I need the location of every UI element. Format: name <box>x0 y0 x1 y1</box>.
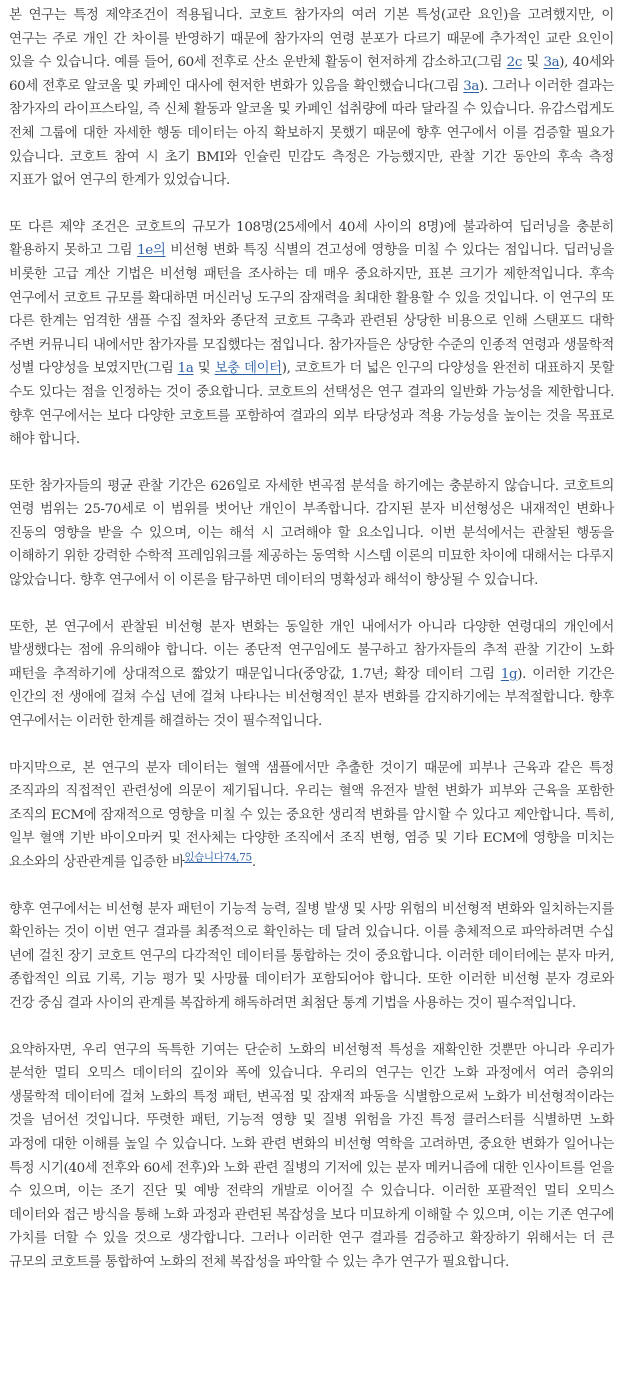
paragraph-text: 마지막으로, 본 연구의 분자 데이터는 혈액 샘플에서만 추출한 것이기 때문에 피부나 근육과 같은 특정 조직과의 직접적인 관련성에 의문이 제기됩니다. 우리는 혈액 유전자 발현 변화가 피부와 근육을 포함한 조직의 ECM에 잠재적으로 영향을 미칠 수 있는 중요한 생리적 변화를 암시할 수 있다고 제안합니다. 특히, 일부 혈액 기반 바이오마커 및 전사체는 다양한 조직에서 조직 변형, 염증 및 기타 ECM에 영향을 미치는 요소와의 상관관계를 입증한 바 <box>9 760 614 870</box>
paragraph-text: 비선형 변화 특징 식별의 견고성에 영향을 미칠 수 있다는 점입니다. 딥러닝을 비롯한 고급 계산 기법은 비선형 패턴을 조사하는 데 매우 중요하지만, 표본 크기가 제한적입니다. 후속 연구에서 코호트 규모를 확대하면 머신러닝 도구의 잠재력을 최대한 활용할 수 있을 것입니다. 이 연구의 또 다른 한계는 엄격한 샘플 수집 절차와 종단적 코호트 구축과 관련된 상당한 비용으로 인해 스탠포드 대학 주변 커뮤니티 내에서만 참가자를 모집했다는 점입니다. 참가자들은 상당한 수준의 인종적 연령과 생물학적 성별 다양성을 보였지만(그림 <box>9 243 614 377</box>
paragraph-7 <box>9 1039 614 1275</box>
paragraph-3 <box>9 475 614 593</box>
figure-reference-link[interactable]: 3a <box>463 78 480 94</box>
figure-reference-link[interactable]: 3a <box>543 55 560 71</box>
paragraph-text: 또한 참가자들의 평균 관찰 기간은 626일로 자세한 변곡점 분석을 하기에는 충분하지 않습니다. 코호트의 연령 범위는 25-70세로 이 범위를 벗어난 개인이 부족합니다. 감지된 분자 비선형성은 내재적인 변화나 진동의 영향을 받을 수 있으며, 이는 해석 시 고려해야 할 요소입니다. 이번 분석에서는 관찰된 행동을 이해하기 위한 강력한 수학적 프레임워크를 제공하는 동역학 시스템 이론의 미묘한 차이에 대해서는 다루지 않았습니다. 향후 연구에서 이 이론을 탐구하면 데이터의 명확성과 해석이 향상될 수 있습니다. <box>9 478 614 589</box>
paragraph-6 <box>9 898 614 1016</box>
paragraph-text: . <box>251 855 256 870</box>
paragraph-text: ). 이러한 기간은 인간의 전 생애에 걸쳐 수십 년에 걸쳐 나타나는 비선형적인 분자 변화를 감지하기에는 부적절합니다. 향후 연구에서는 이러한 한계를 해결하는 것이 필수적입니다. <box>9 666 615 730</box>
citation-link[interactable]: 있습니다74,75 <box>184 851 252 864</box>
figure-reference-link[interactable]: 1e의 <box>137 243 166 259</box>
paragraph-text: 또 다른 제약 조건은 코호트의 규모가 108명(25세에서 40세 사이의 8명)에 불과하여 딥러닝을 충분히 활용하지 못하고 그림 <box>9 219 614 259</box>
paragraph-text: ), 코호트가 더 넓은 인구의 다양성을 완전히 대표하지 못할 수도 있다는 점을 인정하는 것이 중요합니다. 코호트의 선택성은 연구 결과의 일반화 가능성을 제한합니다. 향후 연구에서는 보다 다양한 코호트를 포함하여 결과의 외부 타당성과 적용 가능성을 높이는 것을 목표로 해야 합니다. <box>9 361 614 448</box>
paragraph-5 <box>9 757 614 875</box>
paragraph-text: 및 <box>521 55 544 71</box>
paragraph-text: 요약하자면, 우리 연구의 독특한 기여는 단순히 노화의 비선형적 특성을 재확인한 것뿐만 아니라 우리가 분석한 멀티 오믹스 데이터의 깊이와 폭에 있습니다. 우리의 연구는 인간 노화 과정에서 여러 층위의 생물학적 데이터에 걸쳐 노화의 특정 패턴, 변곡점 및 잠재적 파동을 식별함으로써 노화가 비선형적이라는 것을 넘어선 것입니다. 뚜렷한 패턴, 기능적 영향 및 질병 위험을 가진 특정 클러스터를 식별하면 노화 과정에 대한 이해를 높일 수 있습니다. 노화 관련 변화의 비선형 역학을 고려하면, 중요한 변화가 일어나는 특정 시기(40세 전후와 60세 전후)와 노화 관련 질병의 기저에 있는 분자 메커니즘에 대한 인사이트를 얻을 수 있으며, 이는 조기 진단 및 예방 전략의 개발로 이어질 수 있습니다. 이러한 포괄적인 멀티 오믹스 데이터와 접근 방식을 통해 노화 과정과 관련된 복잡성을 보다 미묘하게 이해할 수 있으며, 이는 기존 연구에 가치를 더할 수 있을 것으로 생각합니다. 그러나 이러한 연구 결과를 검증하고 확장하기 위해서는 더 큰 규모의 코호트를 통합하여 노화의 전체 복잡성을 파악할 수 있는 추가 연구가 필요합니다. <box>9 1042 614 1270</box>
paragraph-text: 및 <box>193 361 215 377</box>
paragraph-text: ), 40세와 60세 전후로 알코올 및 카페인 대사에 현저한 변화가 있음을 확인했습니다(그림 <box>9 55 615 94</box>
paragraph-2 <box>9 216 614 452</box>
paragraph-1 <box>9 4 614 193</box>
paragraph-text: ). 그러나 이러한 결과는 참가자의 라이프스타일, 즉 신체 활동과 알코올 및 카페인 섭취량에 따라 달라질 수 있습니다. 유감스럽게도 전체 그룹에 대한 자세한 행동 데이터는 아직 확보하지 못했기 때문에 향후 연구에서 이를 검증할 필요가 있습니다. 코호트 참여 시 초기 BMI와 인슐린 민감도 측정은 가능했지만, 관찰 기간 동안의 후속 측정 지표가 없어 연구의 한계가 있었습니다. <box>9 78 614 189</box>
paragraph-text: 본 연구는 특정 제약조건이 적용됩니다. 코호트 참가자의 여러 기본 특성(교란 요인)을 고려했지만, 이 연구는 주로 개인 간 차이를 반영하기 때문에 참가자의 연령 분포가 다르기 때문에 추가적인 교란 요인이 있을 수 있습니다. 예를 들어, 60세 전후로 산소 운반체 활동이 현저하게 감소하고(그림 <box>9 8 614 71</box>
figure-reference-link[interactable]: 보충 데이터 <box>214 361 282 377</box>
figure-reference-link[interactable]: 1g <box>500 666 518 682</box>
paragraph-text: 향후 연구에서는 비선형 분자 패턴이 기능적 능력, 질병 발생 및 사망 위험의 비선형적 변화와 일치하는지를 확인하는 것이 이번 연구 결과를 최종적으로 확인하는 데 달려 있습니다. 이를 총체적으로 파악하려면 수십 년에 걸친 장기 코호트 연구의 다각적인 데이터를 통합하는 것이 중요합니다. 이러한 데이터에는 분자 마커, 종합적인 의료 기록, 기능 평가 및 사망률 데이터가 포함되어야 합니다. 또한 이러한 비선형 분자 경로와 건강 중심 결과 사이의 관계를 복잡하게 해독하려면 최첨단 통계 기법을 사용하는 것이 필수적입니다. <box>9 901 615 1011</box>
paragraph-4 <box>9 616 614 734</box>
paragraph-text: 또한, 본 연구에서 관찰된 비선형 분자 변화는 동일한 개인 내에서가 아니라 다양한 연령대의 개인에서 발생했다는 점에 유의해야 합니다. 이는 종단적 연구임에도 불구하고 참가자들의 추적 관찰 기간이 노화 패턴을 추적하기에 상대적으로 짧았기 때문입니다(중앙값, 1.7년; 확장 데이터 그림 <box>9 619 614 682</box>
figure-reference-link[interactable]: 2c <box>506 55 522 71</box>
figure-reference-link[interactable]: 1a <box>177 361 194 377</box>
